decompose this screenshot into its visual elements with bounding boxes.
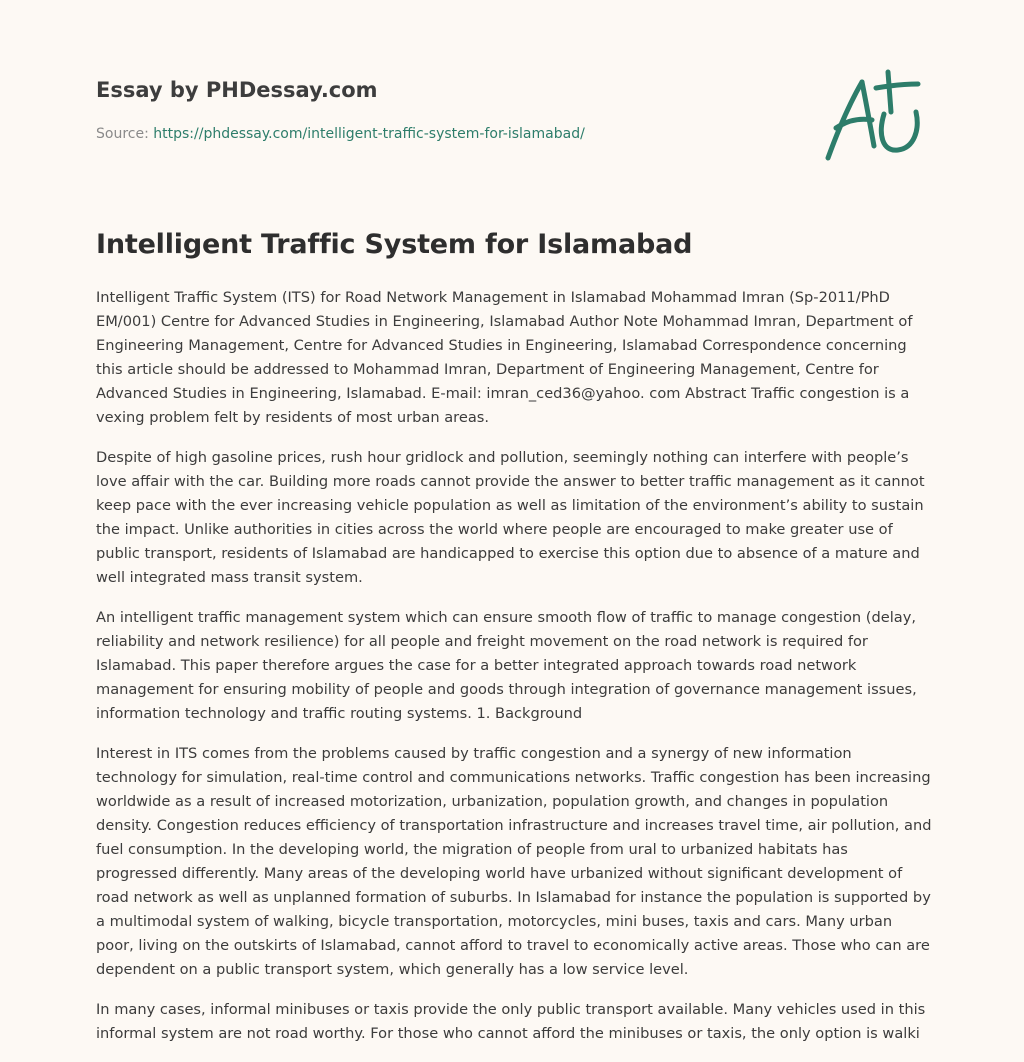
essay-paragraph: In many cases, informal minibuses or taxis provide the only public transport available. Many vehicles used in this informal system are not road worthy. For those who cannot afford the minibuses or taxis, the only option is walki	[96, 1001, 926, 1042]
essay-paragraph: An intelligent traffic management system which can ensure smooth flow of traffic to manage congestion (delay, reliability and network resilience) for all people and freight movement on the road network is required for Islamabad. This paper therefore argues the case for a better integrated approach towards road network management for ensuring mobility of people and goods through integration of governance management issues, information technology and traffic routing systems. 1. Background	[96, 609, 917, 722]
essay-paragraph: Interest in ITS comes from the problems caused by traffic congestion and a synergy of new information technology for simulation, real-time control and communications networks. Traffic congestion has been increasing worldwide as a result of increased motorization, urbanization, population growth, and changes in population density. Congestion reduces efficiency of transportation infrastructure and increases travel time, air pollution, and fuel consumption. In the developing world, the migration of people from ural to urbanized habitats has progressed differently. Many areas of the developing world have urbanized without significant development of road network as well as unplanned formation of suburbs. In Islamabad for instance the population is supported by a multimodal system of walking, bicycle transportation, motorcycles, mini buses, taxis and cars. Many urban poor, living on the outskirts of Islamabad, cannot afford to travel to economically active areas. Those who can are dependent on a public transport system, which generally has a low service level.	[96, 745, 932, 978]
essay-title: Intelligent Traffic System for Islamabad	[96, 229, 693, 260]
source-label: Source:	[96, 126, 149, 142]
site-brand: Essay by PHDessay.com	[96, 78, 378, 102]
a-plus-grade-logo-icon	[822, 68, 926, 164]
essay-paragraph: Despite of high gasoline prices, rush hour gridlock and pollution, seemingly nothing can interfere with people’s love affair with the car. Building more roads cannot provide the answer to better traffic management as it cannot keep pace with the ever increasing vehicle population as well as limitation of the environment’s ability to sustain the impact. Unlike authorities in cities across the world where people are encouraged to make greater use of public transport, residents of Islamabad are handicapped to exercise this option due to absence of a mature and well integrated mass transit system.	[96, 449, 925, 586]
essay-paragraph: Intelligent Traffic System (ITS) for Road Network Management in Islamabad Mohammad Imran (Sp-2011/PhD EM/001) Centre for Advanced Studies in Engineering, Islamabad Author Note Mohammad Imran, Department of Engineering Management, Centre for Advanced Studies in Engineering, Islamabad Correspondence concerning this article should be addressed to Mohammad Imran, Department of Engineering Management, Centre for Advanced Studies in Engineering, Islamabad. E-mail: imran_ced36@yahoo. com Abstract Traffic congestion is a vexing problem felt by residents of most urban areas.	[96, 289, 913, 426]
essay-article	[96, 226, 932, 1062]
source-line	[96, 124, 796, 144]
essay-header	[96, 76, 796, 144]
source-link[interactable]: https://phdessay.com/intelligent-traffic-system-for-islamabad/	[153, 126, 585, 142]
